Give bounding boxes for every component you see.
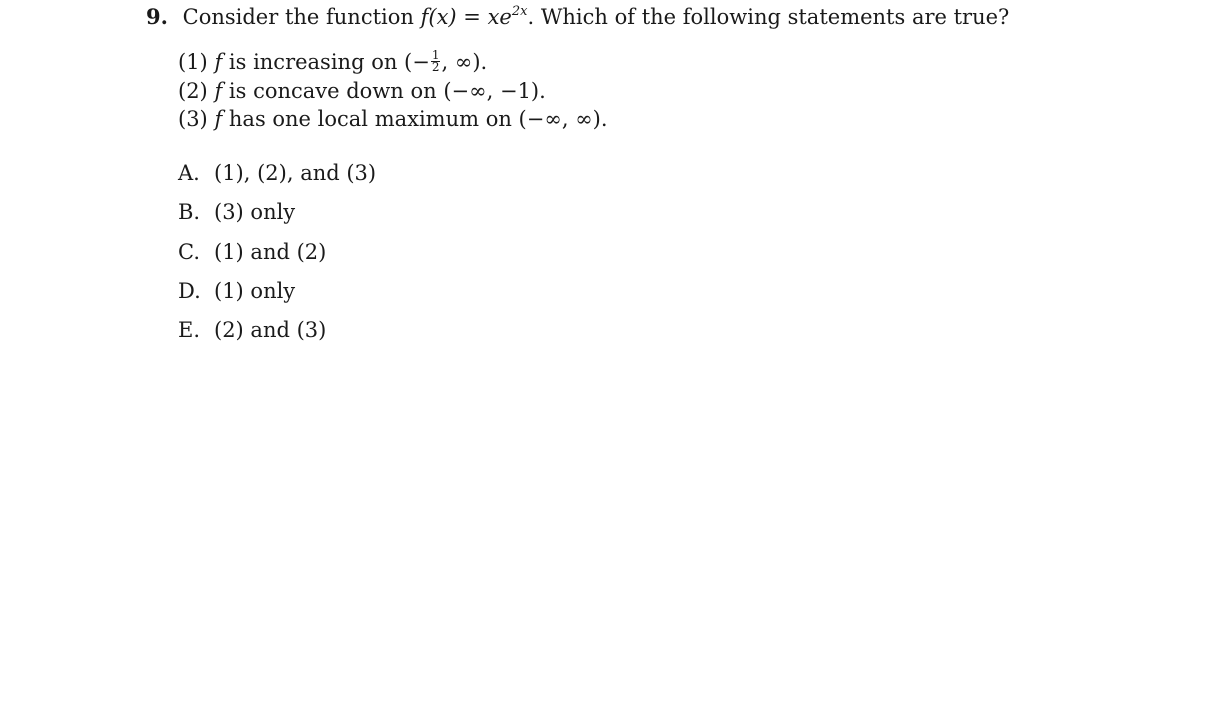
equals-sign: =: [456, 5, 488, 29]
choice-text: (3) only: [214, 200, 296, 225]
statement-subject: f: [214, 78, 223, 103]
fraction-denominator: 2: [431, 60, 440, 74]
question-prompt: . Which of the following statements are true?: [527, 5, 1010, 29]
choice-e[interactable]: [178, 311, 376, 350]
choice-letter: E.: [178, 318, 201, 343]
statement-label: (1): [178, 50, 208, 74]
answer-choices: [178, 154, 376, 350]
statement-label: (2): [178, 78, 208, 103]
choice-c[interactable]: [178, 233, 376, 272]
function-exponent: 2x: [511, 4, 528, 19]
choice-letter: A.: [178, 161, 200, 185]
choice-b[interactable]: [178, 193, 376, 232]
choice-letter: C.: [178, 239, 200, 264]
statement-text: has one local maximum on (−∞, ∞).: [222, 107, 608, 131]
question-number: 9.: [146, 4, 168, 29]
statement-subject: f: [214, 50, 223, 74]
statement-3: [178, 105, 608, 134]
choice-text: (2) and (3): [214, 318, 327, 343]
choice-letter: D.: [178, 278, 201, 303]
choice-text: (1), (2), and (3): [214, 161, 377, 185]
statement-text-before: is increasing on (−: [222, 50, 430, 74]
fraction-numerator: 1: [431, 48, 440, 62]
choice-text: (1) only: [214, 278, 296, 303]
statement-label: (3): [178, 107, 208, 131]
statement-list: [178, 48, 608, 134]
question-intro: Consider the function: [182, 5, 414, 29]
function-base: xe: [487, 5, 512, 29]
statement-subject: f: [214, 107, 223, 131]
statement-text-after: , ∞).: [441, 50, 488, 74]
choice-d[interactable]: [178, 272, 376, 311]
statement-2: [178, 77, 608, 106]
choice-a[interactable]: [178, 154, 376, 193]
choice-letter: B.: [178, 200, 201, 225]
fraction-one-half: [431, 50, 441, 73]
function-lhs: f(x): [420, 5, 457, 29]
statement-text: is concave down on (−∞, −1).: [222, 78, 546, 103]
statement-1: [178, 48, 608, 77]
choice-text: (1) and (2): [214, 239, 327, 264]
question-stem: [146, 3, 1009, 31]
